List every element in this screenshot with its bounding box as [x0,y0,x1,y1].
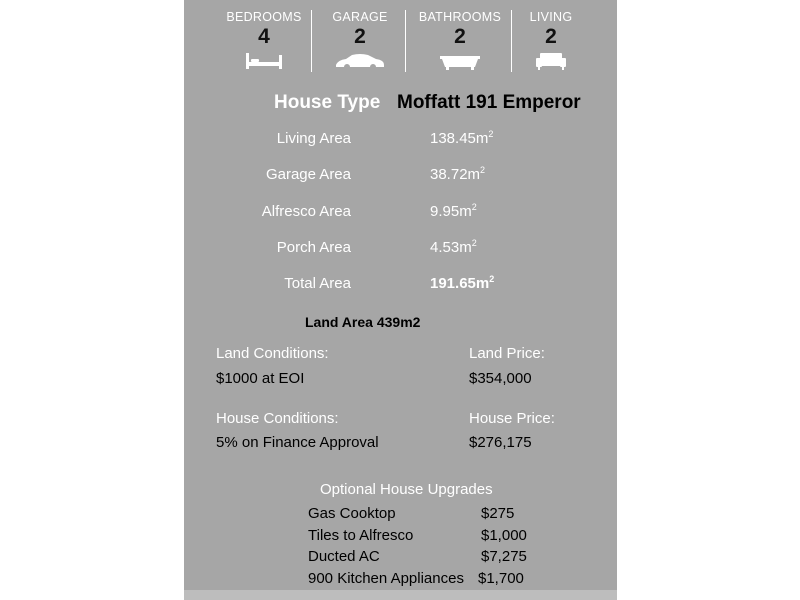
car-icon [318,51,402,73]
listing-panel [184,0,617,600]
total-area-value: $191.65m^2$ [430,274,495,292]
house-conditions-value: 5% on Finance Approval [216,434,379,451]
land-conditions-label: Land Conditions: [216,345,329,362]
upgrade-name: Tiles to Alfresco [308,527,414,544]
house-type-label: House Type [274,92,381,113]
stat-label: LIVING [529,10,573,24]
upgrade-name: 900 Kitchen Appliances [308,570,464,587]
upgrade-name: Ducted AC [308,548,380,565]
upgrade-price: $1,700 [478,570,524,587]
panel-footer-strip [184,590,617,600]
stat-divider [311,10,312,72]
living-area-value: $138.45m^2$ [430,129,494,147]
house-price-value: $276,175 [469,434,532,451]
land-area: Land Area 439m2 [305,314,421,330]
stat-label: GARAGE [332,10,388,24]
stat-count: 2 [354,25,366,48]
stat-count: 4 [258,25,270,48]
land-conditions-value: $1000 at EOI [216,370,305,387]
upgrade-price: $1,000 [481,527,527,544]
stat-living [514,10,588,73]
house-conditions-label: House Conditions: [216,410,339,427]
sofa-icon [514,51,588,73]
house-price-label: House Price: [469,410,555,427]
upgrade-price: $275 [481,505,515,522]
stat-divider [511,10,512,72]
garage-area-value: $38.72m^2$ [430,165,486,183]
stat-divider [405,10,406,72]
living-area-label: Living Area [276,130,351,147]
upgrades-title: Optional House Upgrades [320,481,493,498]
stat-label: BATHROOMS [418,10,502,24]
upgrade-name: Gas Cooktop [308,505,396,522]
stat-bathrooms [413,10,507,73]
porch-area-value: $4.53m^2$ [430,238,477,256]
stat-count: 2 [545,25,557,48]
garage-area-label: Garage Area [265,166,351,183]
stat-count: 2 [454,25,466,48]
stat-bedrooms [222,10,306,73]
stat-label: BEDROOMS [226,10,302,24]
bathtub-icon [413,51,507,73]
alfresco-area-value: $9.95m^2$ [430,202,477,220]
bed-icon [222,51,306,73]
porch-area-label: Porch Area [276,239,351,256]
land-price-value: $354,000 [469,370,532,387]
house-type-value: Moffatt 191 Emperor [397,92,581,113]
total-area-label: Total Area [284,275,351,292]
alfresco-area-label: Alfresco Area [261,203,351,220]
upgrade-price: $7,275 [481,548,527,565]
stat-garage [318,10,402,73]
land-price-label: Land Price: [469,345,545,362]
